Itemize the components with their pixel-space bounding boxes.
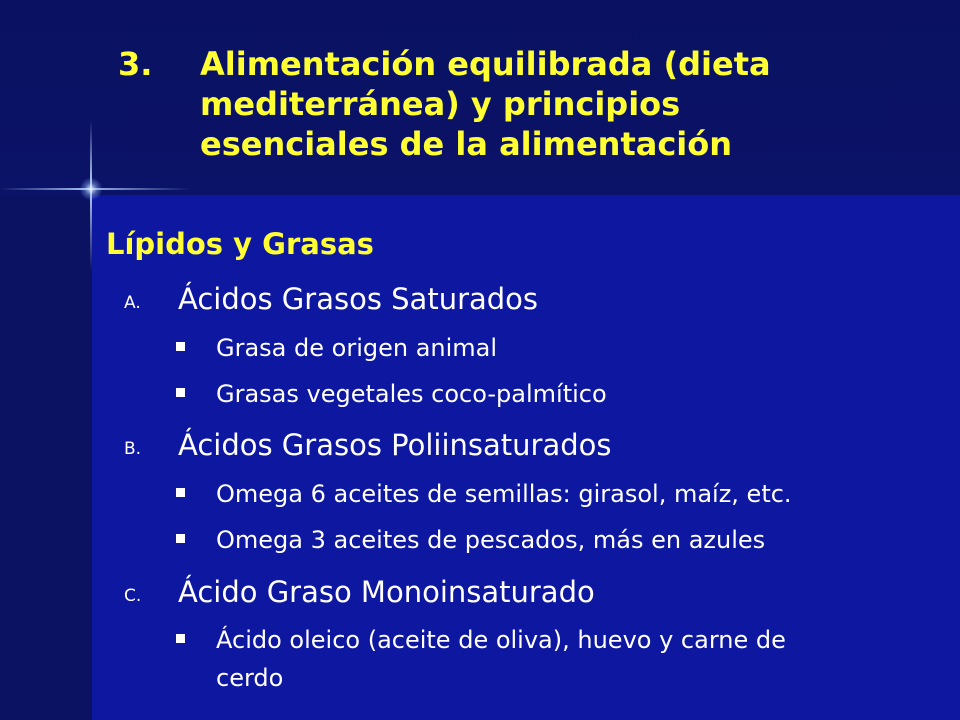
item-label-saturados: Ácidos Grasos Saturados [178, 282, 539, 316]
bullet-text-grasa-animal: Grasa de origen animal [216, 334, 498, 362]
bullet-icon [176, 634, 185, 643]
slide-title [200, 44, 900, 164]
bullet-icon [176, 388, 185, 397]
left-band [0, 195, 92, 720]
item-label-poliinsaturados: Ácidos Grasos Poliinsaturados [178, 428, 612, 462]
bullet-text-omega-3: Omega 3 aceites de pescados, más en azules [216, 526, 766, 554]
bullet-icon [176, 342, 185, 351]
slide-title-line-2: mediterránea) y principios [200, 85, 681, 123]
bullet-text-coco-palmitico: Grasas vegetales coco-palmítico [216, 380, 607, 408]
item-letter-b: B. [124, 439, 142, 459]
bullet-icon [176, 534, 185, 543]
item-letter-c: C. [124, 586, 142, 606]
item-letter-a: A. [124, 293, 141, 313]
bullet-text-omega-6: Omega 6 aceites de semillas: girasol, maíz, etc. [216, 480, 792, 508]
title-number: 3. [118, 45, 153, 83]
slide-title-line-1: Alimentación equilibrada (dieta [200, 45, 771, 83]
bullet-text-acido-oleico: Ácido oleico (aceite de oliva), huevo y carne de [216, 626, 786, 654]
item-label-monoinsaturado: Ácido Graso Monoinsaturado [178, 575, 595, 609]
bullet-icon [176, 488, 185, 497]
bullet-text-cerdo: cerdo [216, 664, 284, 692]
light-flare-core [80, 178, 102, 200]
section-heading: Lípidos y Grasas [106, 227, 374, 261]
slide-title-line-3: esenciales de la alimentación [200, 125, 733, 163]
